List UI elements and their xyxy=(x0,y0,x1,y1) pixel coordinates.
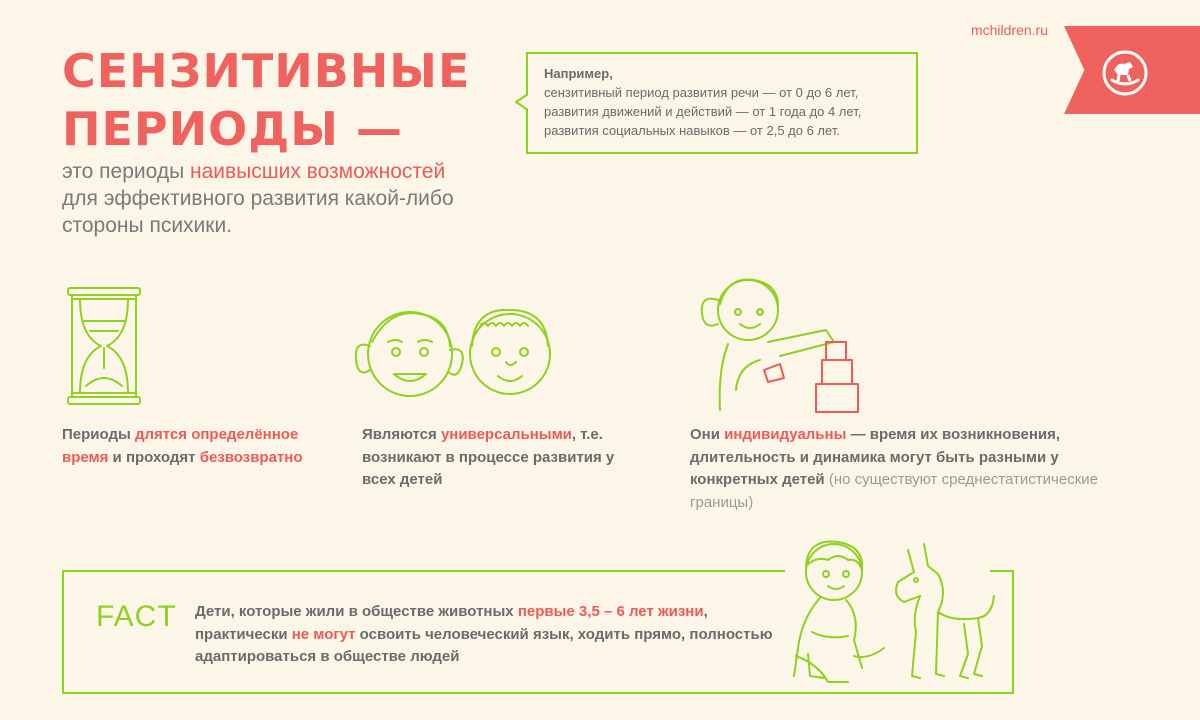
caption-highlight: длятся определённое время xyxy=(62,426,299,466)
caption-text: Являются xyxy=(362,426,441,443)
example-line: сензитивный период развития речи — от 0 до 6 лет, xyxy=(544,85,859,100)
caption-text: — время их возникновения, длительность и динамика могут быть разными у конкретных детей xyxy=(690,426,1061,488)
caption-highlight: безвозвратно xyxy=(199,448,303,466)
fact-label: FACT xyxy=(96,600,177,633)
rocking-horse-logo-icon[interactable] xyxy=(1100,48,1150,98)
caption-periods xyxy=(62,424,322,469)
fact-text xyxy=(195,601,795,669)
example-line: развития движений и действий — от 1 года до 4 лет, xyxy=(544,104,862,119)
example-heading: Например, xyxy=(544,66,613,81)
definition-part-b: для эффективного развития какой-либо стороны психики. xyxy=(62,187,454,237)
definition-text xyxy=(62,158,532,239)
caption-individual xyxy=(690,424,1150,514)
caption-text: и проходят xyxy=(108,448,200,466)
fact-highlight: первые 3,5 – 6 лет жизни xyxy=(517,603,704,620)
caption-text: , т.е. возникают в процессе развития у всех детей xyxy=(362,426,615,488)
caption-note: (но существуют среднестатистические границы) xyxy=(690,471,1098,511)
fact-highlight: не могут xyxy=(291,625,356,643)
caption-highlight: универсальными xyxy=(440,426,572,443)
fact-part: , практически xyxy=(195,603,708,643)
title-line-2: ПЕРИОДЫ — xyxy=(62,102,403,156)
definition-highlight: наивысших возможностей xyxy=(190,160,446,183)
caption-universal xyxy=(362,424,642,492)
example-line: развития социальных навыков — от 2,5 до 6 лет. xyxy=(544,123,840,138)
fact-part: освоить человеческий язык, ходить прямо, полностью адаптироваться в обществе людей xyxy=(195,625,773,665)
caption-text: Они xyxy=(690,426,725,443)
hourglass-icon xyxy=(64,286,144,406)
definition-part-a: это периоды xyxy=(62,160,191,183)
child-with-dog-icon xyxy=(788,536,1000,690)
page-title xyxy=(62,42,502,158)
caption-text: Периоды xyxy=(62,426,135,443)
caption-highlight: индивидуальны xyxy=(724,426,847,443)
title-line-1: СЕНЗИТИВНЫЕ xyxy=(62,44,471,98)
two-children-faces-icon xyxy=(350,298,560,410)
example-box xyxy=(526,52,918,154)
site-link[interactable]: mchildren.ru xyxy=(970,22,1048,38)
fact-part: Дети, которые жили в обществе животных xyxy=(195,603,518,620)
girl-with-blocks-icon xyxy=(698,270,868,416)
callout-pointer xyxy=(514,94,528,110)
